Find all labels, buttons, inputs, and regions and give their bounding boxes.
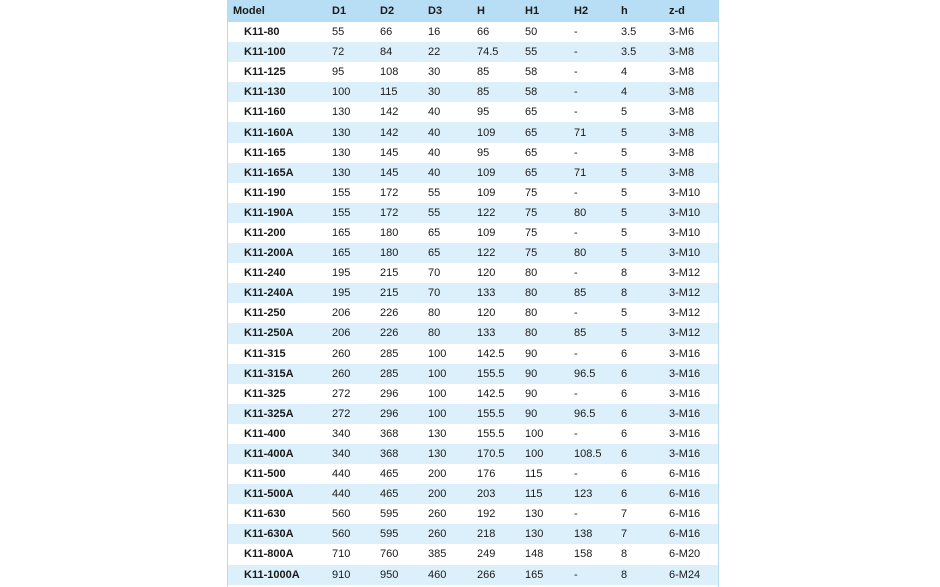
cell-model: K11-315A [244, 367, 294, 380]
cell-h: 109 [477, 166, 496, 179]
cell-small-h: 6 [621, 347, 628, 360]
cell-d2: 296 [380, 407, 399, 420]
cell-d3: 260 [428, 528, 447, 541]
table-row [228, 223, 718, 243]
header-h1: H1 [525, 5, 540, 17]
cell-model: K11-165A [244, 166, 294, 179]
cell-d3: 16 [428, 26, 441, 39]
table-row [228, 62, 718, 82]
cell-d1: 100 [332, 86, 351, 99]
cell-d2: 595 [380, 528, 399, 541]
cell-d2: 145 [380, 166, 399, 179]
table-row [228, 464, 718, 484]
cell-small-h: 3.5 [621, 46, 637, 59]
cell-small-h: 8 [621, 287, 628, 300]
header-d3: D3 [428, 5, 443, 17]
cell-h2: - [574, 468, 578, 481]
cell-z-d: 3-M16 [669, 407, 701, 420]
cell-d2: 226 [380, 307, 399, 320]
cell-h: 95 [477, 106, 490, 119]
cell-d2: 285 [380, 347, 399, 360]
cell-small-h: 4 [621, 66, 628, 79]
cell-d2: 215 [380, 267, 399, 280]
cell-h1: 148 [525, 548, 544, 561]
cell-d2: 285 [380, 367, 399, 380]
cell-d1: 95 [332, 66, 345, 79]
table-row [228, 82, 718, 102]
cell-d3: 70 [428, 287, 441, 300]
cell-h: 120 [477, 267, 496, 280]
cell-d1: 165 [332, 226, 351, 239]
cell-d2: 180 [380, 226, 399, 239]
cell-d3: 100 [428, 407, 447, 420]
cell-h2: 138 [574, 528, 593, 541]
cell-h2: - [574, 508, 578, 521]
cell-z-d: 3-M8 [669, 106, 695, 119]
cell-z-d: 3-M10 [669, 206, 701, 219]
cell-h1: 90 [525, 367, 538, 380]
cell-d1: 440 [332, 488, 351, 501]
cell-d2: 368 [380, 448, 399, 461]
cell-z-d: 3-M12 [669, 287, 701, 300]
cell-h: 170.5 [477, 448, 505, 461]
cell-small-h: 6 [621, 387, 628, 400]
table-row [228, 102, 718, 122]
cell-d1: 130 [332, 146, 351, 159]
table-row [228, 384, 718, 404]
cell-h1: 65 [525, 166, 538, 179]
table-row [228, 283, 718, 303]
cell-z-d: 6-M20 [669, 548, 701, 561]
cell-d3: 40 [428, 106, 441, 119]
table-row [228, 565, 718, 585]
cell-h2: 80 [574, 247, 587, 260]
cell-d3: 40 [428, 126, 441, 139]
cell-h1: 55 [525, 46, 538, 59]
cell-z-d: 3-M8 [669, 126, 695, 139]
cell-model: K11-125 [244, 66, 286, 79]
cell-d3: 22 [428, 46, 441, 59]
cell-z-d: 6-M24 [669, 568, 701, 581]
cell-d2: 226 [380, 327, 399, 340]
cell-small-h: 8 [621, 267, 628, 280]
cell-d1: 155 [332, 206, 351, 219]
cell-h: 266 [477, 568, 496, 581]
cell-small-h: 5 [621, 126, 628, 139]
table-row [228, 203, 718, 223]
cell-h: 142.5 [477, 387, 505, 400]
table-body [228, 22, 718, 585]
cell-small-h: 6 [621, 448, 628, 461]
cell-d2: 172 [380, 206, 399, 219]
cell-z-d: 3-M12 [669, 267, 701, 280]
cell-h: 109 [477, 226, 496, 239]
cell-h2: - [574, 186, 578, 199]
table-row [228, 404, 718, 424]
cell-h: 192 [477, 508, 496, 521]
cell-d3: 30 [428, 86, 441, 99]
cell-small-h: 5 [621, 106, 628, 119]
cell-h: 155.5 [477, 427, 505, 440]
cell-model: K11-325A [244, 407, 294, 420]
cell-h2: - [574, 106, 578, 119]
cell-h: 133 [477, 287, 496, 300]
cell-h2: 71 [574, 126, 587, 139]
cell-h2: 108.5 [574, 448, 602, 461]
cell-h: 109 [477, 186, 496, 199]
cell-h2: - [574, 226, 578, 239]
cell-small-h: 5 [621, 166, 628, 179]
cell-h1: 75 [525, 226, 538, 239]
dimension-table-panel [227, 0, 719, 587]
cell-d2: 142 [380, 126, 399, 139]
cell-d2: 465 [380, 468, 399, 481]
cell-z-d: 3-M8 [669, 86, 695, 99]
cell-small-h: 8 [621, 568, 628, 581]
cell-d1: 206 [332, 307, 351, 320]
cell-d3: 40 [428, 146, 441, 159]
table-row [228, 544, 718, 564]
table-row [228, 22, 718, 42]
cell-h1: 75 [525, 247, 538, 260]
cell-h1: 80 [525, 267, 538, 280]
cell-d1: 440 [332, 468, 351, 481]
cell-d3: 385 [428, 548, 447, 561]
cell-h: 249 [477, 548, 496, 561]
table-row [228, 364, 718, 384]
cell-h2: 158 [574, 548, 593, 561]
cell-z-d: 3-M10 [669, 186, 701, 199]
table-row [228, 263, 718, 283]
cell-d2: 84 [380, 46, 393, 59]
cell-d1: 272 [332, 407, 351, 420]
cell-d2: 115 [380, 86, 398, 99]
cell-h: 142.5 [477, 347, 505, 360]
cell-h: 120 [477, 307, 496, 320]
cell-h: 109 [477, 126, 496, 139]
cell-small-h: 6 [621, 407, 628, 420]
cell-z-d: 3-M12 [669, 327, 701, 340]
cell-h2: - [574, 66, 578, 79]
cell-h: 66 [477, 26, 490, 39]
cell-small-h: 6 [621, 427, 628, 440]
cell-model: K11-1000A [244, 568, 300, 581]
header-d2: D2 [380, 5, 395, 17]
cell-d3: 55 [428, 186, 441, 199]
cell-small-h: 3.5 [621, 26, 637, 39]
cell-h2: 71 [574, 166, 587, 179]
cell-d3: 460 [428, 568, 447, 581]
cell-d2: 145 [380, 146, 399, 159]
cell-z-d: 3-M10 [669, 247, 701, 260]
cell-d2: 180 [380, 247, 399, 260]
cell-h2: 85 [574, 327, 587, 340]
cell-h: 95 [477, 146, 490, 159]
cell-d2: 108 [380, 66, 399, 79]
cell-h1: 80 [525, 307, 538, 320]
cell-h2: - [574, 568, 578, 581]
cell-model: K11-240 [244, 267, 286, 280]
cell-h1: 58 [525, 66, 538, 79]
cell-z-d: 6-M16 [669, 508, 701, 521]
cell-d2: 368 [380, 427, 399, 440]
table-row [228, 444, 718, 464]
cell-d3: 65 [428, 226, 441, 239]
cell-d1: 560 [332, 528, 351, 541]
cell-h: 218 [477, 528, 496, 541]
cell-model: K11-500A [244, 488, 294, 501]
cell-d1: 272 [332, 387, 351, 400]
cell-model: K11-325 [244, 387, 286, 400]
cell-d3: 260 [428, 508, 447, 521]
cell-z-d: 3-M16 [669, 367, 701, 380]
cell-model: K11-630 [244, 508, 286, 521]
cell-z-d: 3-M16 [669, 448, 701, 461]
cell-model: K11-100 [244, 46, 286, 59]
cell-z-d: 3-M6 [669, 26, 695, 39]
header-d1: D1 [332, 5, 347, 17]
table-row [228, 504, 718, 524]
table-row [228, 183, 718, 203]
cell-d1: 55 [332, 26, 345, 39]
cell-model: K11-500 [244, 468, 286, 481]
cell-d1: 910 [332, 568, 351, 581]
cell-small-h: 7 [621, 528, 628, 541]
cell-h1: 65 [525, 126, 538, 139]
cell-d3: 65 [428, 247, 441, 260]
cell-small-h: 5 [621, 186, 628, 199]
cell-h1: 65 [525, 146, 538, 159]
cell-small-h: 8 [621, 548, 628, 561]
cell-small-h: 5 [621, 327, 628, 340]
cell-d3: 130 [428, 448, 447, 461]
cell-d2: 172 [380, 186, 399, 199]
header-h: H [477, 5, 485, 17]
table-row [228, 424, 718, 444]
cell-d1: 165 [332, 247, 351, 260]
table-row [228, 163, 718, 183]
cell-d1: 260 [332, 367, 351, 380]
table-row [228, 303, 718, 323]
cell-h1: 90 [525, 387, 538, 400]
header-h2: H2 [574, 5, 589, 17]
table-row [228, 143, 718, 163]
cell-model: K11-190 [244, 186, 286, 199]
cell-small-h: 5 [621, 226, 628, 239]
table-row [228, 243, 718, 263]
cell-d1: 560 [332, 508, 351, 521]
cell-model: K11-200A [244, 247, 294, 260]
cell-d1: 130 [332, 106, 351, 119]
cell-d1: 260 [332, 347, 351, 360]
cell-h2: - [574, 427, 578, 440]
cell-h1: 165 [525, 568, 544, 581]
cell-small-h: 6 [621, 488, 628, 501]
cell-h1: 80 [525, 327, 538, 340]
cell-z-d: 3-M16 [669, 427, 701, 440]
cell-d1: 130 [332, 126, 351, 139]
cell-d2: 296 [380, 387, 399, 400]
cell-h2: - [574, 267, 578, 280]
cell-z-d: 3-M8 [669, 166, 695, 179]
cell-small-h: 5 [621, 247, 628, 260]
cell-model: K11-400 [244, 427, 286, 440]
cell-d3: 100 [428, 387, 447, 400]
table-row [228, 323, 718, 343]
cell-h1: 115 [525, 468, 543, 481]
cell-z-d: 3-M12 [669, 307, 701, 320]
cell-h: 176 [477, 468, 496, 481]
cell-d1: 710 [332, 548, 351, 561]
cell-z-d: 3-M8 [669, 66, 695, 79]
cell-model: K11-400A [244, 448, 294, 461]
cell-h1: 100 [525, 427, 544, 440]
cell-h1: 130 [525, 508, 544, 521]
cell-h2: - [574, 307, 578, 320]
cell-h2: - [574, 387, 578, 400]
cell-h1: 75 [525, 186, 538, 199]
cell-h1: 115 [525, 488, 543, 501]
cell-h: 122 [477, 206, 496, 219]
cell-h2: 123 [574, 488, 593, 501]
cell-model: K11-160 [244, 106, 286, 119]
cell-model: K11-190A [244, 206, 294, 219]
cell-h: 85 [477, 86, 490, 99]
cell-z-d: 3-M8 [669, 146, 695, 159]
cell-h1: 58 [525, 86, 538, 99]
table-row [228, 122, 718, 142]
cell-h1: 65 [525, 106, 538, 119]
cell-model: K11-130 [244, 86, 286, 99]
cell-model: K11-160A [244, 126, 294, 139]
cell-h1: 50 [525, 26, 538, 39]
cell-d3: 80 [428, 307, 441, 320]
cell-h2: - [574, 46, 578, 59]
table-row [228, 524, 718, 544]
cell-h: 74.5 [477, 46, 499, 59]
cell-small-h: 4 [621, 86, 628, 99]
header-small-h: h [621, 5, 628, 17]
header-model: Model [233, 5, 265, 17]
cell-d1: 195 [332, 267, 351, 280]
cell-d3: 100 [428, 367, 447, 380]
cell-model: K11-200 [244, 226, 286, 239]
cell-small-h: 6 [621, 468, 628, 481]
cell-d1: 206 [332, 327, 351, 340]
table-row [228, 484, 718, 504]
cell-h2: - [574, 347, 578, 360]
cell-h: 203 [477, 488, 496, 501]
cell-d2: 215 [380, 287, 399, 300]
cell-model: K11-250 [244, 307, 286, 320]
cell-h2: 85 [574, 287, 587, 300]
cell-d1: 340 [332, 448, 351, 461]
cell-d1: 155 [332, 186, 351, 199]
cell-h2: - [574, 26, 578, 39]
cell-d3: 200 [428, 468, 447, 481]
cell-d3: 200 [428, 488, 447, 501]
cell-d3: 40 [428, 166, 441, 179]
cell-model: K11-80 [244, 26, 280, 39]
cell-z-d: 6-M16 [669, 468, 701, 481]
cell-h: 155.5 [477, 367, 505, 380]
cell-model: K11-630A [244, 528, 294, 541]
cell-model: K11-240A [244, 287, 294, 300]
cell-h1: 130 [525, 528, 544, 541]
cell-model: K11-315 [244, 347, 286, 360]
cell-d2: 760 [380, 548, 399, 561]
cell-small-h: 7 [621, 508, 628, 521]
cell-d1: 130 [332, 166, 351, 179]
cell-h1: 75 [525, 206, 538, 219]
cell-d3: 100 [428, 347, 447, 360]
cell-d3: 130 [428, 427, 447, 440]
cell-h1: 90 [525, 347, 538, 360]
cell-z-d: 6-M16 [669, 528, 701, 541]
cell-d3: 80 [428, 327, 441, 340]
cell-h: 122 [477, 247, 496, 260]
cell-small-h: 6 [621, 367, 628, 380]
cell-d2: 66 [380, 26, 393, 39]
cell-z-d: 3-M8 [669, 46, 695, 59]
cell-d3: 70 [428, 267, 441, 280]
cell-model: K11-250A [244, 327, 294, 340]
header-z-d: z-d [669, 5, 685, 17]
cell-h1: 90 [525, 407, 538, 420]
cell-d3: 55 [428, 206, 441, 219]
cell-h2: - [574, 146, 578, 159]
cell-model: K11-165 [244, 146, 286, 159]
cell-z-d: 3-M10 [669, 226, 701, 239]
cell-h1: 80 [525, 287, 538, 300]
cell-d1: 195 [332, 287, 351, 300]
table-header-row [228, 0, 718, 22]
cell-h2: 80 [574, 206, 587, 219]
cell-d2: 595 [380, 508, 399, 521]
cell-z-d: 3-M16 [669, 387, 701, 400]
cell-d2: 142 [380, 106, 399, 119]
cell-h1: 100 [525, 448, 544, 461]
cell-d2: 465 [380, 488, 399, 501]
cell-h: 155.5 [477, 407, 505, 420]
cell-d2: 950 [380, 568, 399, 581]
table-row [228, 344, 718, 364]
cell-small-h: 5 [621, 206, 628, 219]
cell-h: 133 [477, 327, 496, 340]
cell-small-h: 5 [621, 146, 628, 159]
cell-h2: - [574, 86, 578, 99]
cell-z-d: 3-M16 [669, 347, 701, 360]
cell-h2: 96.5 [574, 367, 596, 380]
cell-small-h: 5 [621, 307, 628, 320]
cell-h2: 96.5 [574, 407, 596, 420]
cell-z-d: 6-M16 [669, 488, 701, 501]
cell-d1: 340 [332, 427, 351, 440]
cell-model: K11-800A [244, 548, 294, 561]
cell-d3: 30 [428, 66, 441, 79]
cell-d1: 72 [332, 46, 345, 59]
cell-h: 85 [477, 66, 490, 79]
dimension-table [228, 0, 718, 585]
table-row [228, 42, 718, 62]
